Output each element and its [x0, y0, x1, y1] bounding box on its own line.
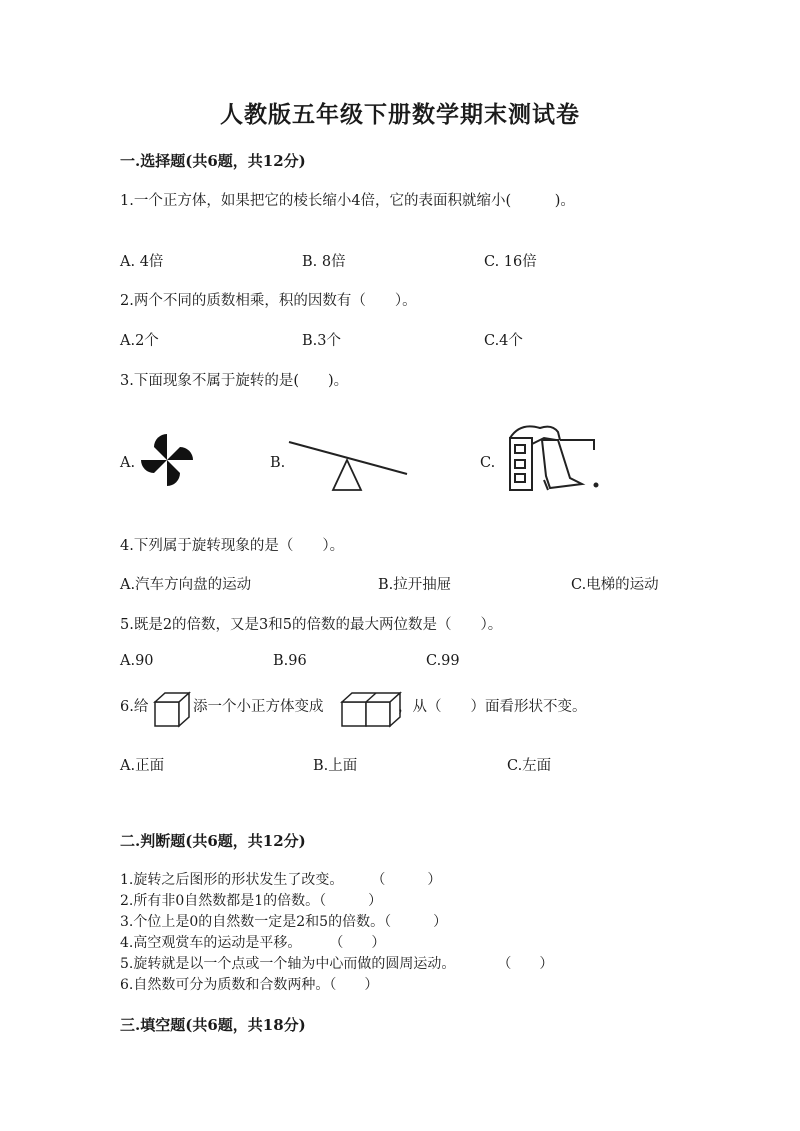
section-heading-fill-blank: 三.填空题(共6题，共18分) [120, 1016, 306, 1034]
q3-option-b[interactable]: B. [270, 455, 286, 471]
q1-option-c[interactable]: C. 16倍 [484, 254, 537, 270]
question-5: 5.既是2的倍数，又是3和5的倍数的最大两位数是（ ）。 [120, 617, 503, 633]
q4-option-a[interactable]: A.汽车方向盘的运动 [120, 577, 252, 593]
q5-option-a[interactable]: A.90 [120, 653, 154, 669]
question-6-suffix: ，从（ ）面看形状不变。 [398, 699, 587, 715]
q2-option-c[interactable]: C.4个 [484, 333, 523, 349]
two-cubes-image [339, 690, 401, 730]
q6-option-b[interactable]: B.上面 [313, 758, 358, 774]
q1-option-a[interactable]: A. 4倍 [120, 254, 164, 270]
page-title: 人教版五年级下册数学期末测试卷 [220, 101, 580, 128]
question-3: 3.下面现象不属于旋转的是( )。 [120, 373, 349, 389]
q3-option-a[interactable]: A. [120, 455, 136, 471]
q4-option-c[interactable]: C.电梯的运动 [571, 577, 659, 593]
judgement-item-5: 5.旋转就是以一个点或一个轴为中心而做的圆周运动。 （ ） [120, 956, 554, 972]
question-6-middle: 添一个小正方体变成 [193, 699, 324, 715]
q3-option-c[interactable]: C. [480, 455, 496, 471]
judgement-item-1: 1.旋转之后图形的形状发生了改变。 （ ） [120, 872, 442, 888]
slide-image [500, 418, 605, 493]
q2-option-b[interactable]: B.3个 [302, 333, 341, 349]
judgement-item-4: 4.高空观赏车的运动是平移。 （ ） [120, 935, 386, 951]
judgement-item-3: 3.个位上是0的自然数一定是2和5的倍数。（ ） [120, 914, 448, 930]
pinwheel-image [137, 430, 197, 490]
section-heading-judgement: 二.判断题(共6题，共12分) [120, 832, 306, 850]
question-1: 1.一个正方体，如果把它的棱长缩小4倍，它的表面积就缩小( )。 [120, 193, 575, 209]
q5-option-b[interactable]: B.96 [273, 653, 307, 669]
q6-option-c[interactable]: C.左面 [507, 758, 552, 774]
q2-option-a[interactable]: A.2个 [120, 333, 159, 349]
q6-option-a[interactable]: A.正面 [120, 758, 165, 774]
q1-option-b[interactable]: B. 8倍 [302, 254, 346, 270]
judgement-item-2: 2.所有非0自然数都是1的倍数。（ ） [120, 893, 383, 909]
seesaw-image [285, 438, 410, 493]
q5-option-c[interactable]: C.99 [426, 653, 460, 669]
question-2: 2.两个不同的质数相乘，积的因数有（ ）。 [120, 293, 417, 309]
q4-option-b[interactable]: B.拉开抽屉 [378, 577, 452, 593]
question-4: 4.下列属于旋转现象的是（ ）。 [120, 538, 345, 554]
single-cube-image [152, 690, 192, 730]
section-heading-choice: 一.选择题(共6题，共12分) [120, 152, 306, 170]
question-6-prefix: 6.给 [120, 699, 149, 715]
judgement-item-6: 6.自然数可分为质数和合数两种。（ ） [120, 977, 379, 993]
